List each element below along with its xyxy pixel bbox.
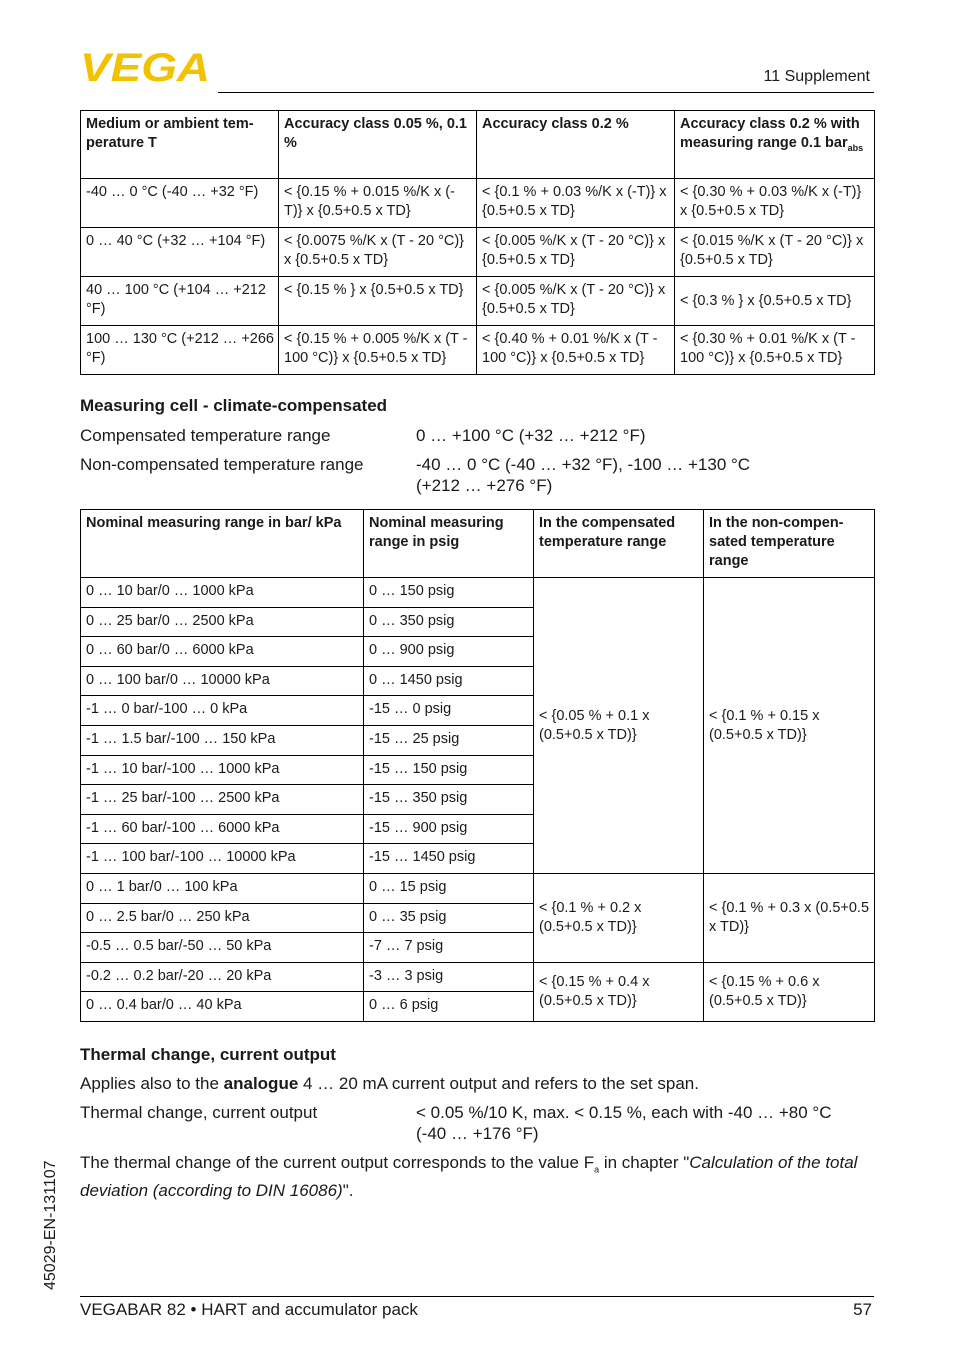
table-cell: -1 … 100 bar/-100 … 10000 kPa [81,844,364,874]
table-cell: < {0.1 % + 0.3 x (0.5+0.5 x TD)} [704,873,875,962]
table-cell: -3 … 3 psig [364,962,534,992]
table-cell: < {0.15 % + 0.005 %/K x (T - 100 °C)} x {0.5+0.5 x TD} [279,326,477,375]
table-cell: 0 … 6 psig [364,992,534,1022]
table-cell: < {0.15 % + 0.4 x (0.5+0.5 x TD)} [534,962,704,1021]
applies-post: 4 … 20 mA current output and refers to the set span. [298,1074,699,1093]
thermal-applies-text [80,1073,699,1094]
table-cell: < {0.1 % + 0.15 x (0.5+0.5 x TD)} [704,578,875,874]
table-cell: 0 … 350 psig [364,607,534,637]
thermal-note [80,1152,872,1201]
table-header-cell: Medium or ambient tem-perature T [81,111,279,179]
applies-pre: Applies also to the [80,1074,224,1093]
table-header-cell: Nominal measuring range in bar/ kPa [81,510,364,578]
section-label: 11 Supplement [763,68,870,85]
table-cell: -40 … 0 °C (-40 … +32 °F) [81,179,279,228]
table-cell: 0 … 2.5 bar/0 … 250 kPa [81,903,364,933]
noncomp-range-value: -40 … 0 °C (-40 … +32 °F), -100 … +130 °C (+212 … +276 °F) [416,455,751,495]
header-divider [218,92,874,93]
table-row [81,962,875,992]
table-cell: 0 … 60 bar/0 … 6000 kPa [81,637,364,667]
table-cell: 0 … 15 psig [364,873,534,903]
table-cell: < {0.005 %/K x (T - 20 °C)} x {0.5+0.5 x TD} [477,228,675,277]
table-cell: < {0.15 % } x {0.5+0.5 x TD} [279,277,477,326]
thermal-value: < 0.05 %/10 K, max. < 0.15 %, each with -40 … +80 °C (-40 … +176 °F) [416,1103,832,1143]
note-post: ". [342,1181,354,1201]
table-cell: -1 … 1.5 bar/-100 … 150 kPa [81,725,364,755]
table-header-cell: Accuracy class 0.05 %, 0.1 % [279,111,477,179]
thermal-label: Thermal change, current output [80,1103,318,1122]
page-number: 57 [853,1300,872,1319]
table-header-cell: In the compensated temperature range [534,510,704,578]
table-cell: < {0.015 %/K x (T - 20 °C)} x {0.5+0.5 x TD} [675,228,875,277]
table-cell: -7 … 7 psig [364,933,534,963]
table-cell: 40 … 100 °C (+104 … +212 °F) [81,277,279,326]
note-subscript: a [594,1164,600,1175]
table-row [81,277,875,326]
header-text: Accuracy class 0.2 % with measuring range 0.1 bar [680,116,860,151]
table-cell: -1 … 0 bar/-100 … 0 kPa [81,696,364,726]
table-cell: < {0.005 %/K x (T - 20 °C)} x {0.5+0.5 x TD} [477,277,675,326]
table-cell: 0 … 150 psig [364,578,534,608]
table-cell: < {0.1 % + 0.2 x (0.5+0.5 x TD)} [534,873,704,962]
note-mid: in chapter " [599,1153,690,1172]
note-italic: Calculation of the total deviation (according to DIN 16086) [80,1153,858,1201]
table-row [81,326,875,375]
table-cell: < {0.3 % } x {0.5+0.5 x TD} [675,277,875,326]
table-header-cell: Accuracy class 0.2 % [477,111,675,179]
table-header-row [81,111,875,179]
table-row [81,578,875,608]
table-cell: 0 … 25 bar/0 … 2500 kPa [81,607,364,637]
table-cell: 0 … 0.4 bar/0 … 40 kPa [81,992,364,1022]
table-cell: 0 … 1 bar/0 … 100 kPa [81,873,364,903]
table-cell: < {0.15 % + 0.015 %/K x (-T)} x {0.5+0.5 x TD} [279,179,477,228]
table-cell: -15 … 1450 psig [364,844,534,874]
applies-bold: analogue [223,1074,299,1093]
footer-title: VEGABAR 82 • HART and accumulator pack [80,1300,418,1319]
table-header-cell: Nominal measuring range in psig [364,510,534,578]
table-cell: -0.5 … 0.5 bar/-50 … 50 kPa [81,933,364,963]
header-subscript: abs [847,142,864,153]
table-cell: -0.2 … 0.2 bar/-20 … 20 kPa [81,962,364,992]
table-row [81,179,875,228]
note-pre: The thermal change of the current output corresponds to the value F [80,1153,595,1172]
table-cell: 0 … 40 °C (+32 … +104 °F) [81,228,279,277]
document-code: 45029-EN-131107 [42,1160,59,1290]
climate-heading: Measuring cell - climate-compensated [80,396,388,415]
measuring-range-table [80,509,875,1022]
table-cell: < {0.30 % + 0.03 %/K x (-T)} x {0.5+0.5 x TD} [675,179,875,228]
table-row [81,228,875,277]
table-cell: < {0.30 % + 0.01 %/K x (T - 100 °C)} x {0.5+0.5 x TD} [675,326,875,375]
table-cell: 0 … 900 psig [364,637,534,667]
table-cell: 100 … 130 °C (+212 … +266 °F) [81,326,279,375]
table-cell: < {0.0075 %/K x (T - 20 °C)} x {0.5+0.5 x TD} [279,228,477,277]
table-row [81,873,875,903]
table-cell: -1 … 25 bar/-100 … 2500 kPa [81,785,364,815]
table-cell: 0 … 35 psig [364,903,534,933]
table-header-row [81,510,875,578]
table-cell: 0 … 10 bar/0 … 1000 kPa [81,578,364,608]
table-cell: -15 … 25 psig [364,725,534,755]
accuracy-temperature-table [80,110,875,375]
logo-text: VEGA [80,50,210,84]
table-cell: -1 … 60 bar/-100 … 6000 kPa [81,814,364,844]
table-cell: -15 … 0 psig [364,696,534,726]
table-cell: < {0.15 % + 0.6 x (0.5+0.5 x TD)} [704,962,875,1021]
table-cell: -1 … 10 bar/-100 … 1000 kPa [81,755,364,785]
comp-range-value: 0 … +100 °C (+32 … +212 °F) [416,426,646,445]
table-header-cell: In the non-compen-sated temperature range [704,510,875,578]
table-cell: < {0.1 % + 0.03 %/K x (-T)} x {0.5+0.5 x TD} [477,179,675,228]
table-cell: < {0.05 % + 0.1 x (0.5+0.5 x TD)} [534,578,704,874]
table-header-cell [675,111,875,179]
table-cell: 0 … 1450 psig [364,666,534,696]
table-cell: -15 … 150 psig [364,755,534,785]
table-cell: -15 … 350 psig [364,785,534,815]
thermal-heading: Thermal change, current output [80,1045,336,1064]
footer-divider [80,1296,874,1297]
table-cell: -15 … 900 psig [364,814,534,844]
table-cell: 0 … 100 bar/0 … 10000 kPa [81,666,364,696]
comp-range-label: Compensated temperature range [80,426,331,445]
table-cell: < {0.40 % + 0.01 %/K x (T - 100 °C)} x {0.5+0.5 x TD} [477,326,675,375]
noncomp-range-label: Non-compensated temperature range [80,455,364,474]
vega-logo [80,50,212,84]
